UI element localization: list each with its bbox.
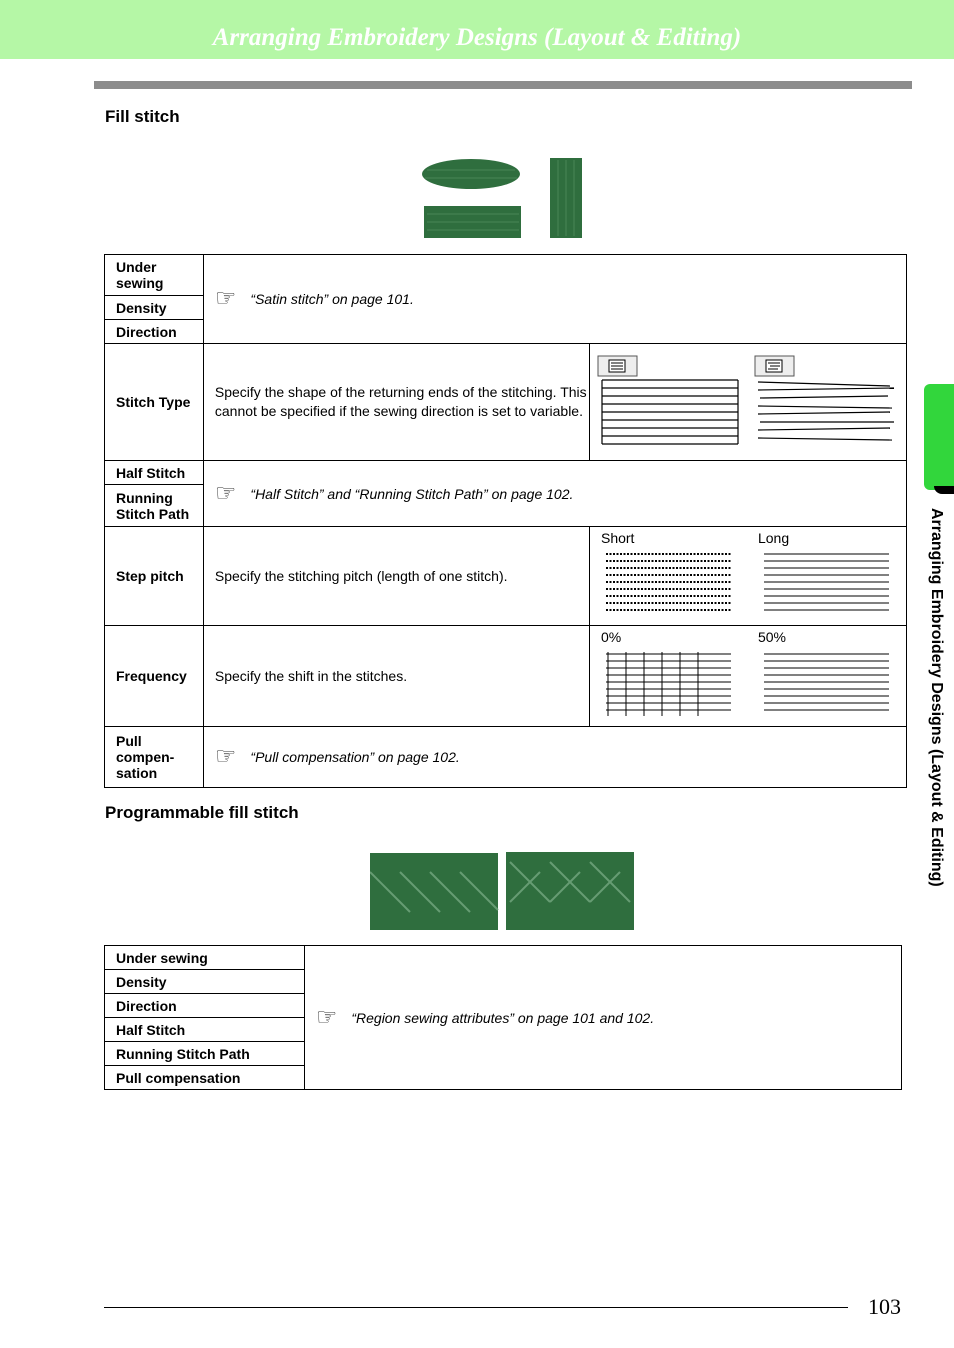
label-under-sewing: Under sewing [105, 255, 204, 296]
label-direction: Direction [105, 320, 204, 344]
fill-stitch-heading: Fill stitch [105, 107, 180, 126]
prog-label-direction: Direction [105, 994, 305, 1018]
step-pitch-samples [589, 527, 906, 626]
zero-percent-graphic [606, 652, 731, 718]
prog-label-running-stitch-path: Running Stitch Path [105, 1042, 305, 1066]
page-header [0, 0, 954, 59]
fifty-percent-graphic [764, 652, 889, 718]
label-0-percent: 0% [600, 629, 622, 645]
footer-rule [104, 1307, 848, 1308]
frequency-desc: Specify the shift in the stitches. [214, 667, 408, 684]
stitch-type-sample-graphic [590, 344, 906, 457]
prog-label-density: Density [105, 970, 305, 994]
label-pull-compensation: Pull compen-sation [105, 727, 204, 788]
hand-pointer-icon: ☞ [214, 479, 237, 507]
fill-stitch-table [104, 254, 907, 788]
programmable-fill-heading: Programmable fill stitch [105, 803, 299, 822]
label-short: Short [600, 530, 635, 546]
ref-half-stitch-cell [203, 461, 906, 527]
frequency-desc-cell [203, 626, 589, 727]
ref-region[interactable]: “Region sewing attributes” on page 101 and 102. [351, 1009, 655, 1026]
label-half-stitch: Half Stitch [105, 461, 204, 485]
prog-label-under-sewing: Under sewing [105, 946, 305, 970]
label-frequency: Frequency [105, 626, 204, 727]
hand-pointer-icon: ☞ [315, 1003, 338, 1031]
page-number: 103 [868, 1294, 901, 1319]
ref-region-cell [304, 946, 901, 1090]
chapter-side-label: Arranging Embroidery Designs (Layout & Editing) [928, 508, 945, 887]
label-long: Long [757, 530, 790, 546]
frequency-samples [589, 626, 906, 727]
stitch-type-zigzag-icon [755, 356, 794, 376]
hand-pointer-icon: ☞ [214, 743, 237, 770]
prog-label-pull-compensation: Pull compensation [105, 1066, 305, 1090]
hand-pointer-icon: ☞ [214, 285, 237, 312]
chapter-tab[interactable] [924, 384, 954, 490]
label-running-stitch-path: Running Stitch Path [105, 485, 204, 527]
header-rule [94, 81, 912, 89]
long-pitch-graphic [764, 551, 889, 617]
label-50-percent: 50% [757, 629, 787, 645]
stitch-type-desc-cell [203, 344, 589, 461]
ref-pull[interactable]: “Pull compensation” on page 102. [250, 749, 460, 765]
header-title: Arranging Embroidery Designs (Layout & Editing) [212, 24, 742, 51]
step-pitch-desc-cell [203, 527, 589, 626]
label-step-pitch: Step pitch [105, 527, 204, 626]
step-pitch-desc: Specify the stitching pitch (length of one stitch). [214, 567, 508, 584]
label-stitch-type: Stitch Type [105, 344, 204, 461]
stitch-type-desc: Specify the shape of the returning ends of the stitching. This cannot be specified if the sewing direction is set to variable. [214, 384, 587, 419]
ref-satin-cell [203, 255, 906, 344]
short-pitch-graphic [606, 551, 731, 617]
stitch-type-square-icon [598, 356, 637, 376]
ref-satin[interactable]: “Satin stitch” on page 101. [250, 291, 414, 307]
ref-half-stitch[interactable]: “Half Stitch” and “Running Stitch Path” on page 102. [250, 485, 574, 502]
ref-pull-cell [203, 727, 906, 788]
chapter-tab-shadow [934, 486, 954, 494]
programmable-fill-table [104, 945, 902, 1090]
stitch-type-samples [589, 344, 906, 461]
programmable-fill-sample-image [370, 852, 635, 932]
label-density: Density [105, 296, 204, 320]
prog-label-half-stitch: Half Stitch [105, 1018, 305, 1042]
fill-stitch-sample-image [415, 150, 595, 242]
